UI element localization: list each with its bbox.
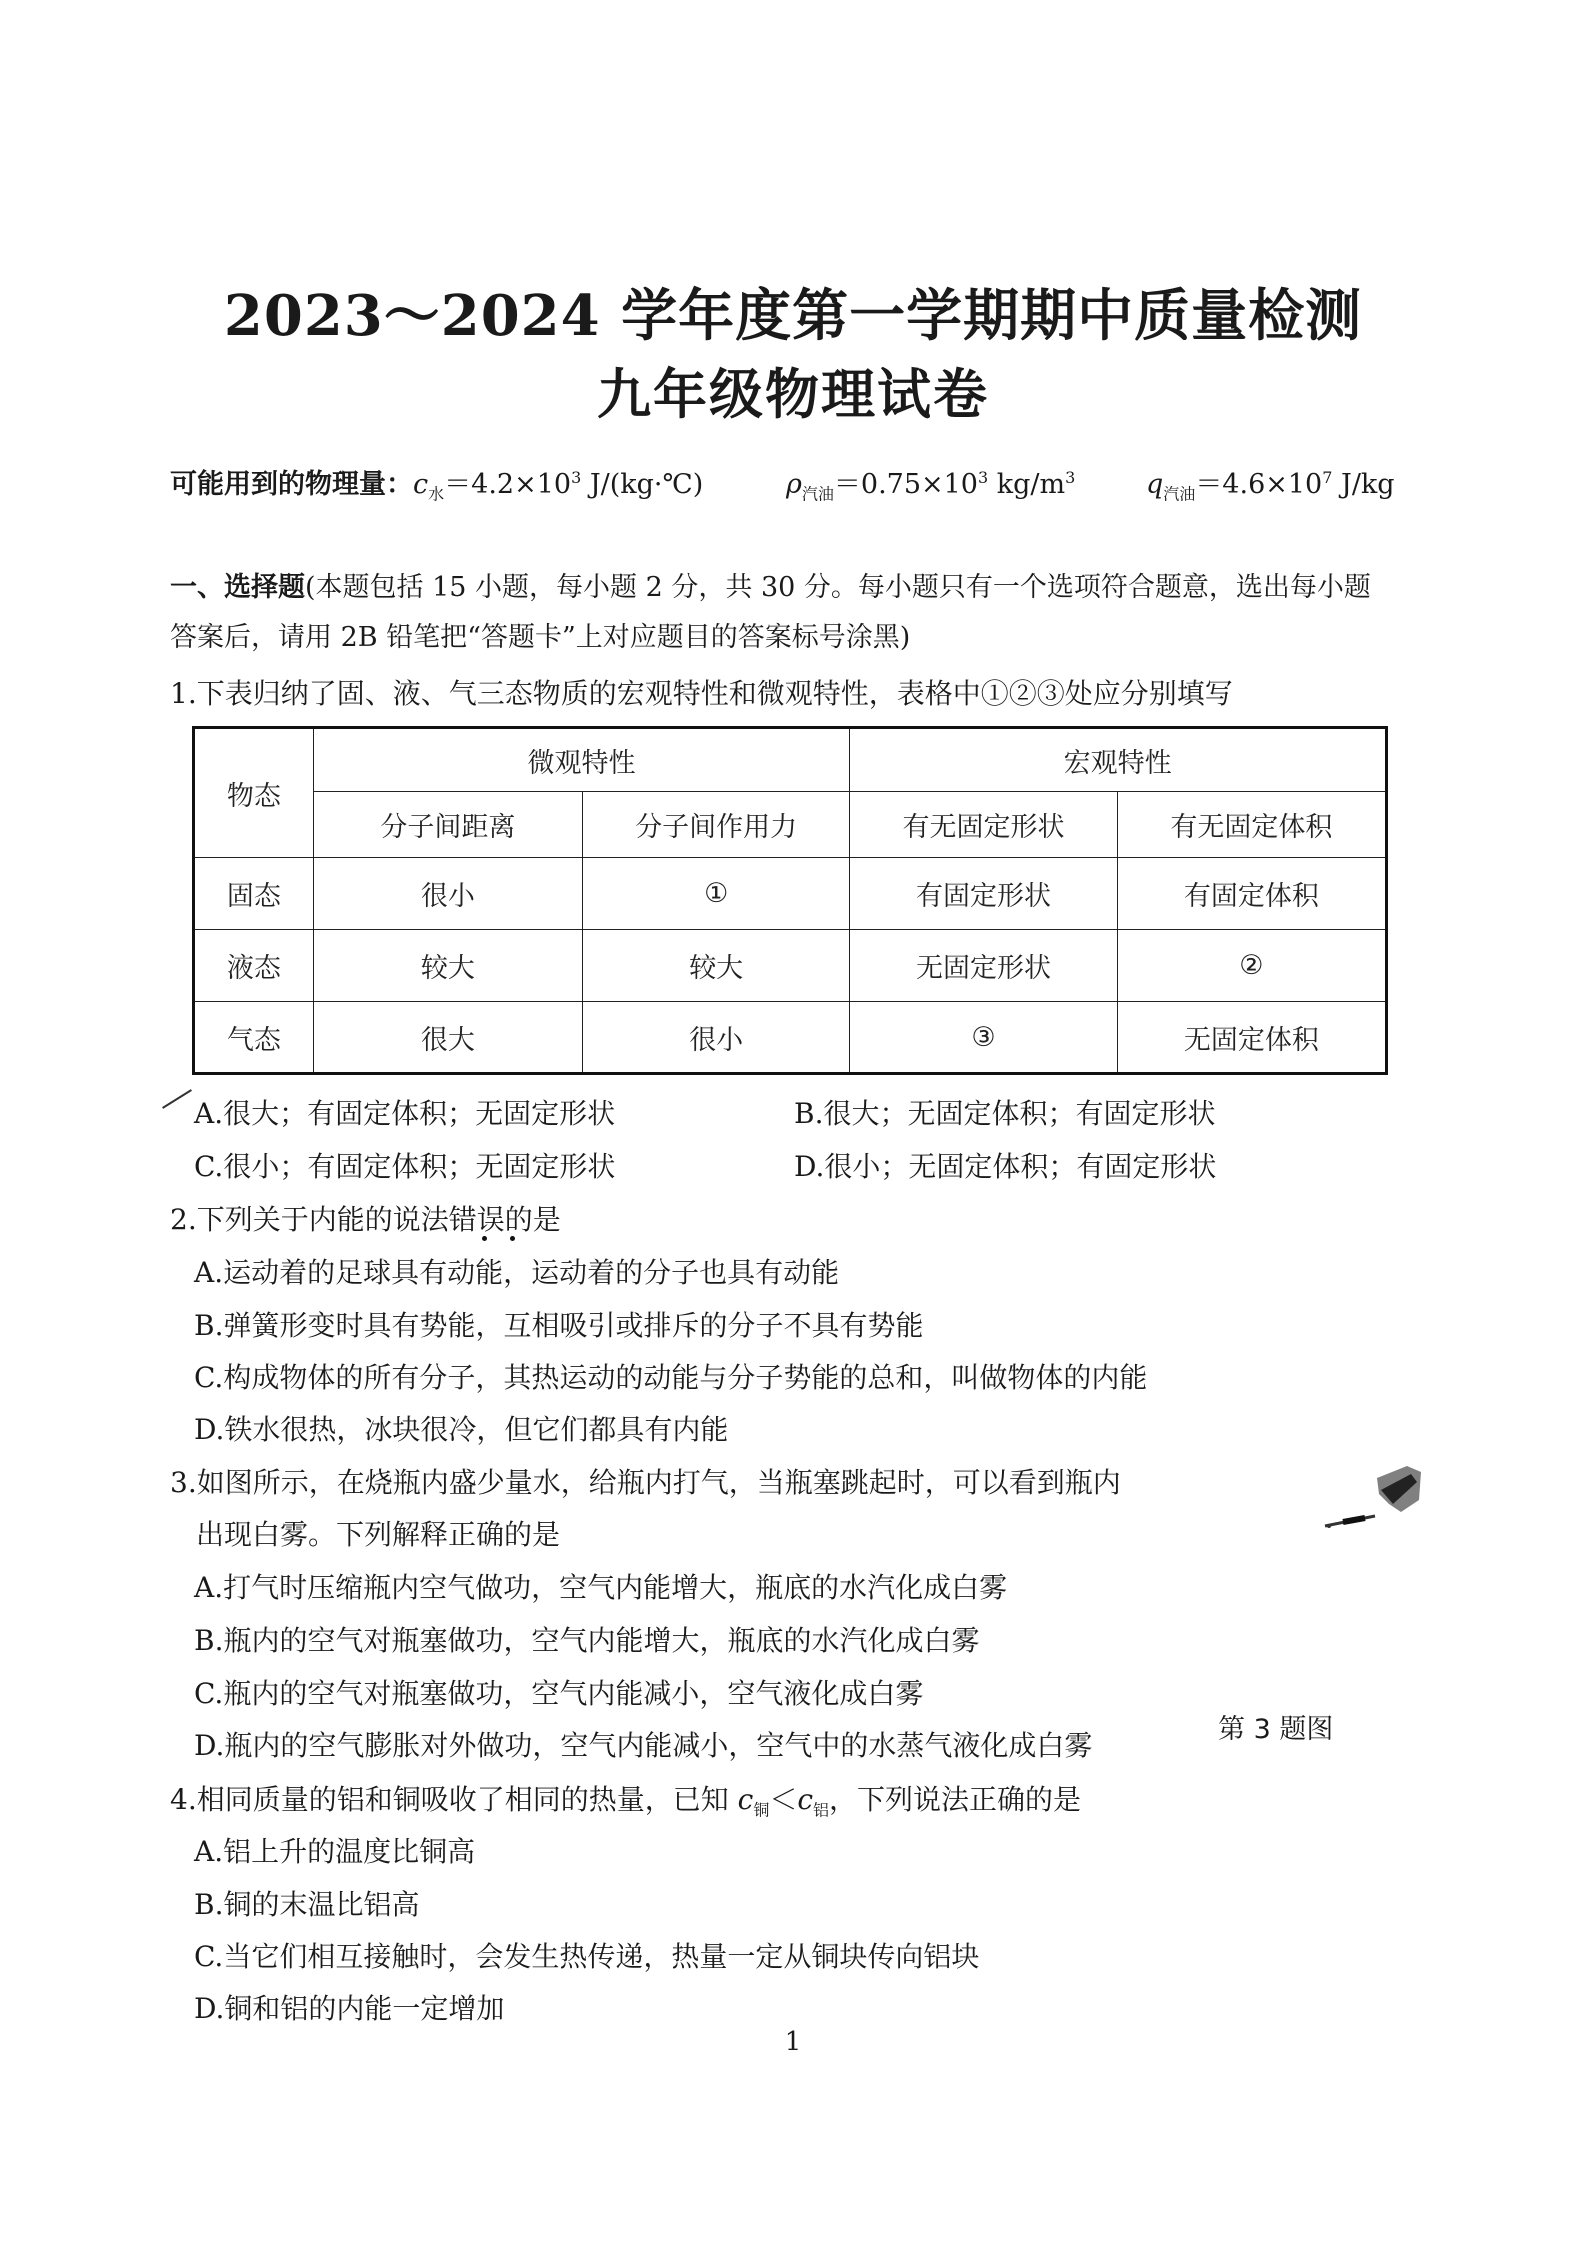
table-row — [194, 1002, 1387, 1074]
c-copper-symbol: c — [737, 1783, 754, 1816]
q3-option-a: A.打气时压缩瓶内空气做功，空气内能增大，瓶底的水汽化成白雾 — [194, 1571, 1008, 1604]
emphasis-dot — [510, 1236, 515, 1241]
table-row-state: 气态 — [194, 1002, 314, 1074]
table-cell: 无固定体积 — [1117, 1002, 1386, 1074]
c-aluminum-subscript: 铝 — [813, 1800, 830, 1820]
q-symbol: q — [1146, 469, 1164, 500]
q-subscript: 汽油 — [1163, 484, 1196, 504]
rho-symbol: ρ — [786, 469, 802, 500]
rho-subscript: 汽油 — [801, 484, 834, 504]
table-subheader: 分子间作用力 — [583, 792, 850, 858]
rho-unit: kg/m — [988, 469, 1066, 500]
table-cell: 较大 — [313, 930, 582, 1002]
q-exponent: 7 — [1322, 468, 1333, 487]
q3-stem-line1: 3.如图所示，在烧瓶内盛少量水，给瓶内打气，当瓶塞跳起时，可以看到瓶内 — [170, 1466, 1121, 1499]
table-cell: ② — [1117, 930, 1386, 1002]
c-aluminum-symbol: c — [797, 1783, 814, 1816]
q2-option-d: D.铁水很热，冰块很冷，但它们都具有内能 — [194, 1413, 729, 1446]
rho-exponent: 3 — [978, 468, 989, 487]
table-subheader: 分子间距离 — [313, 792, 582, 858]
exam-subtitle: 九年级物理试卷 — [597, 362, 989, 426]
table-cell: 无固定形状 — [850, 930, 1117, 1002]
table-group-macro: 宏观特性 — [850, 728, 1387, 792]
c-symbol: c — [413, 469, 429, 500]
q-constant — [1146, 462, 1395, 504]
q4-option-b: B.铜的末温比铝高 — [194, 1888, 420, 1921]
exam-title: 2023～2024 学年度第一学期期中质量检测 — [223, 283, 1363, 349]
page-number: 1 — [784, 2027, 802, 2057]
table-cell: 很小 — [583, 1002, 850, 1074]
pencil-check-mark — [162, 1089, 192, 1109]
q2-option-a: A.运动着的足球具有动能，运动着的分子也具有动能 — [194, 1256, 840, 1289]
c-exponent: 3 — [571, 468, 582, 487]
q1-option-d: D.很小；无固定体积；有固定形状 — [794, 1150, 1217, 1183]
section-desc-line2: 答案后，请用 2B 铅笔把“答题卡”上对应题目的答案标号涂黑) — [170, 622, 911, 653]
q3-option-d: D.瓶内的空气膨胀对外做功，空气内能减小，空气中的水蒸气液化成白雾 — [194, 1729, 1093, 1762]
states-table — [192, 726, 1388, 1075]
q4-stem — [170, 1778, 1081, 1821]
table-row-state: 固态 — [194, 858, 314, 930]
q1-option-b: B.很大；无固定体积；有固定形状 — [794, 1097, 1216, 1130]
rho-unit-exponent: 3 — [1065, 468, 1076, 487]
section-heading — [170, 562, 1371, 614]
c-copper-subscript: 铜 — [753, 1800, 770, 1820]
emphasis-dot — [482, 1236, 487, 1241]
q3-stem-line2: 出现白雾。下列解释正确的是 — [196, 1518, 561, 1551]
c-value: ＝4.2×10 — [444, 469, 572, 500]
table-subheader: 有无固定形状 — [850, 792, 1117, 858]
q2-stem: 2.下列关于内能的说法错误的是 — [170, 1203, 561, 1236]
c-subscript: 水 — [428, 484, 445, 504]
q-value: ＝4.6×10 — [1195, 469, 1323, 500]
flask-figure-fragment — [1315, 1460, 1425, 1540]
q3-option-c: C.瓶内的空气对瓶塞做功，空气内能减小，空气液化成白雾 — [194, 1677, 924, 1710]
table-corner: 物态 — [194, 728, 314, 858]
q2-option-b: B.弹簧形变时具有势能，互相吸引或排斥的分子不具有势能 — [194, 1309, 924, 1342]
q4-option-d: D.铜和铝的内能一定增加 — [194, 1992, 505, 2025]
table-cell: 有固定体积 — [1117, 858, 1386, 930]
q-unit: J/kg — [1332, 469, 1395, 500]
q4-option-a: A.铝上升的温度比铜高 — [194, 1835, 476, 1868]
q3-option-b: B.瓶内的空气对瓶塞做功，空气内能增大，瓶底的水汽化成白雾 — [194, 1624, 980, 1657]
rho-constant — [786, 462, 1075, 504]
less-than: ＜ — [769, 1783, 798, 1816]
constants-line — [170, 462, 703, 504]
figure-caption: 第 3 题图 — [1218, 1714, 1334, 1745]
table-row — [194, 930, 1387, 1002]
rho-value: ＝0.75×10 — [833, 469, 978, 500]
table-cell: ③ — [850, 1002, 1117, 1074]
table-cell: ① — [583, 858, 850, 930]
constants-label: 可能用到的物理量： — [170, 469, 413, 500]
table-row — [194, 858, 1387, 930]
q1-option-a: A.很大；有固定体积；无固定形状 — [194, 1097, 616, 1130]
table-row-state: 液态 — [194, 930, 314, 1002]
table-cell: 较大 — [583, 930, 850, 1002]
section-title: 一、选择题 — [170, 572, 305, 603]
q4-stem-post: ，下列说法正确的是 — [829, 1783, 1082, 1816]
q2-option-c: C.构成物体的所有分子，其热运动的动能与分子势能的总和，叫做物体的内能 — [194, 1361, 1148, 1394]
q1-stem: 1.下表归纳了固、液、气三态物质的宏观特性和微观特性，表格中①②③处应分别填写 — [170, 677, 1233, 710]
q4-stem-pre: 4.相同质量的铝和铜吸收了相同的热量，已知 — [170, 1783, 738, 1816]
q4-option-c: C.当它们相互接触时，会发生热传递，热量一定从铜块传向铝块 — [194, 1940, 980, 1973]
table-cell: 有固定形状 — [850, 858, 1117, 930]
table-subheader: 有无固定体积 — [1117, 792, 1386, 858]
table-cell: 很大 — [313, 1002, 582, 1074]
q1-option-c: C.很小；有固定体积；无固定形状 — [194, 1150, 616, 1183]
section-desc-line1: (本题包括 15 小题，每小题 2 分，共 30 分。每小题只有一个选项符合题意，选出每小题 — [305, 572, 1371, 603]
c-unit: J/(kg·℃) — [581, 469, 704, 500]
table-subheader-row — [194, 792, 1387, 858]
table-group-micro: 微观特性 — [313, 728, 850, 792]
table-cell: 很小 — [313, 858, 582, 930]
